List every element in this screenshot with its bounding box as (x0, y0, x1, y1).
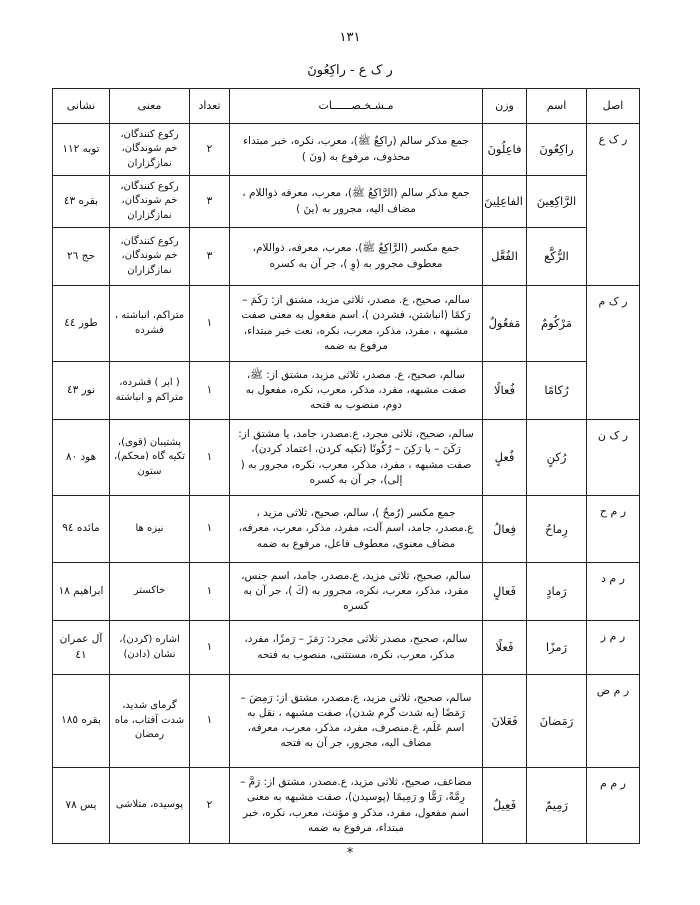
ism-cell: الرَّاكِعِينَ (527, 176, 587, 228)
table-row (53, 124, 640, 176)
desc-cell: جمع مکسر (الرَّاكِعُ ﷺ)، معرب، معرفه، ذواللام، معطوف مجرور به (وِ )، جر آن به کسره (230, 228, 483, 286)
meaning-cell: پشتیبان (قوی)، تکیه گاه (محکم)، ستون (110, 420, 190, 496)
table-row (53, 420, 640, 496)
wazn-cell: فَعِيلٌ (483, 768, 527, 844)
meaning-cell: رکوع کنندگان، خم شوندگان، نمازگزاران (110, 228, 190, 286)
meaning-cell: پوسیده، متلاشی (110, 768, 190, 844)
reference-cell: طور ٤٤ (53, 286, 110, 362)
ism-cell: الرُّكَّع (527, 228, 587, 286)
desc-cell: جمع مذکر سالم (راكِعٌ ﷺ)، معرب، نکره، خبر مبتداء محذوف، مرفوع به (ونَ ) (230, 124, 483, 176)
reference-cell: توبه ١١٢ (53, 124, 110, 176)
table-row (53, 621, 640, 675)
ism-cell: رُكامًا (527, 362, 587, 420)
wazn-cell: فاعِلُونَ (483, 124, 527, 176)
reference-cell: بقره ١٨٥ (53, 675, 110, 768)
ism-cell: راكِعُونَ (527, 124, 587, 176)
footer-mark: * (346, 846, 354, 861)
root-cell: ر م د (587, 563, 640, 621)
root-cell: ر م ح (587, 496, 640, 563)
wazn-cell: فَعَلانَ (483, 675, 527, 768)
table-row (53, 286, 640, 362)
table-row (53, 768, 640, 844)
desc-cell: سالم، صحیح، ثلاثی مزید، ع.مصدر، جامد، اسم جنس، مفرد، مذکر، معرب، نکره، مجرور به (كَ )، جر آن به کسره (230, 563, 483, 621)
header-moshakhasat: مـشـخـصــــــات (230, 89, 483, 124)
root-cell: ر م ض (587, 675, 640, 768)
root-cell: ر م ز (587, 621, 640, 675)
count-cell: ١ (190, 563, 230, 621)
header-neshani: نشانی (53, 89, 110, 124)
meaning-cell: خاکستر (110, 563, 190, 621)
root-cell: ر ک ن (587, 420, 640, 496)
meaning-cell: رکوع کنندگان، خم شوندگان، نمازگزاران (110, 176, 190, 228)
count-cell: ١ (190, 420, 230, 496)
page-number: ١٣١ (339, 30, 361, 45)
count-cell: ١ (190, 286, 230, 362)
header-row (53, 89, 640, 124)
count-cell: ١ (190, 496, 230, 563)
ism-cell: مَرْكُومٌ (527, 286, 587, 362)
wazn-cell: فَعالٍ (483, 563, 527, 621)
ism-cell: رَمادٍ (527, 563, 587, 621)
desc-cell: مضاعف، صحیح، ثلاثی مزید، ع.مصدر، مشتق از: رَمَّ – رِمَّةً، رَمًّا و رَمِیمًا (پوسیدن)، صفت مشبهه به معنی اسم مفعول، مفرد، مذکر و مؤنث، معرب، نکره، خبر مبتداء، مرفوع به ضمه (230, 768, 483, 844)
table-row (53, 362, 640, 420)
table-row (53, 675, 640, 768)
meaning-cell: اشاره (کردن)، نشان (دادن) (110, 621, 190, 675)
wazn-cell: فُعالًا (483, 362, 527, 420)
count-cell: ١ (190, 675, 230, 768)
wazn-cell: مَفعُولٌ (483, 286, 527, 362)
desc-cell: سالم، صحیح، ثلاثی مزید، ع.مصدر، مشتق از: رَمِضَ – رَمَضًا (به شدت گرم شدن)، صفت مشبهه ، نقل به اسم عَلَم، غ.منصرف، مفرد، مذکر، معرب، معرفه، مضاف الیه، مجرور، جر آن به فتحه (230, 675, 483, 768)
root-cell: ر ک ع (587, 124, 640, 286)
wazn-cell: الفاعِلِينَ (483, 176, 527, 228)
desc-cell: سالم، صحیح، مصدر ثلاثی مجرد: رَمَزَ – رَمزًا، مفرد، مذکر، معرب، نکره، مستثنی، منصوب به فتحه (230, 621, 483, 675)
table-row (53, 563, 640, 621)
ism-cell: رِماحُ (527, 496, 587, 563)
ism-cell: رُكنٍ (527, 420, 587, 496)
desc-cell: سالم، صحیح، ع. مصدر، ثلاثی مزید، مشتق از: ﷺ، صفت مشبهه، مفرد، مذکر، معرب، نکره، مفعول به دوم، منصوب به فتحه (230, 362, 483, 420)
wazn-cell: الفُعَّل (483, 228, 527, 286)
meaning-cell: نیزه ها (110, 496, 190, 563)
header-asl: اصل (587, 89, 640, 124)
wazn-cell: فُعلٍ (483, 420, 527, 496)
meaning-cell: گرمای شدید، شدت آفتاب، ماه رمضان (110, 675, 190, 768)
reference-cell: آل عمران ٤١ (53, 621, 110, 675)
meaning-cell: ( ابر ) فشرده، متراکم و انباشته (110, 362, 190, 420)
wazn-cell: فَعلًا (483, 621, 527, 675)
count-cell: ٣ (190, 228, 230, 286)
table-row (53, 228, 640, 286)
header-ism: اسم (527, 89, 587, 124)
reference-cell: مائده ٩٤ (53, 496, 110, 563)
ism-cell: رَمزًا (527, 621, 587, 675)
ism-cell: رَمَضانَ (527, 675, 587, 768)
reference-cell: نور ٤٣ (53, 362, 110, 420)
root-cell: ر ک م (587, 286, 640, 420)
desc-cell: جمع مکسر (رُمحٌ )، سالم، صحیح، ثلاثی مزید ، ع.مصدر، جامد، اسم آلت، مفرد، مذکر، معرب، معرفه، مضاف معنوی، معطوف فاعل، مرفوع به ضمه (230, 496, 483, 563)
desc-cell: سالم، صحیح، ثلاثی مجرد، ع.مصدر، جامد، یا مشتق از: رَكَنَ – یا رَكِنَ – رُكُونًا (تکیه کردن، اعتماد کردن)، صفت مشبهه ، مفرد، مذکر، معرب، نکره، مجرور به ( إلی)، جر آن به کسره (230, 420, 483, 496)
table-row (53, 496, 640, 563)
reference-cell: ابراهیم ١٨ (53, 563, 110, 621)
desc-cell: جمع مذکر سالم (الرَّاكِعُ ﷺ)، معرب، معرفه ذواللام ، مضاف الیه، مجرور به (ینَ ) (230, 176, 483, 228)
reference-cell: بقره ٤٣ (53, 176, 110, 228)
header-tedad: تعداد (190, 89, 230, 124)
page-title: ر ک ع - راکِعُونَ (307, 63, 393, 78)
reference-cell: یس ٧٨ (53, 768, 110, 844)
desc-cell: سالم، صحیح، ع. مصدر، ثلاثی مزید، مشتق از: رَكَمَ – رَكمًا (انباشتن، فشردن )، اسم مفعول به معنی صفت مشبهه ، مفرد، مذکر، معرب، نکره، نعت خبر مبتداء، مرفوع به ضمه (230, 286, 483, 362)
table-row (53, 176, 640, 228)
count-cell: ٢ (190, 124, 230, 176)
reference-cell: حج ٢٦ (53, 228, 110, 286)
reference-cell: هود ٨٠ (53, 420, 110, 496)
ism-cell: رَمِيمٌ (527, 768, 587, 844)
header-mana: معنی (110, 89, 190, 124)
meaning-cell: رکوع کنندگان، خم شوندگان، نمازگزاران (110, 124, 190, 176)
count-cell: ١ (190, 621, 230, 675)
count-cell: ١ (190, 362, 230, 420)
count-cell: ٢ (190, 768, 230, 844)
vocabulary-table (52, 88, 640, 844)
count-cell: ٣ (190, 176, 230, 228)
meaning-cell: متراکم، انباشته ، فشرده (110, 286, 190, 362)
root-cell: ر م م (587, 768, 640, 844)
wazn-cell: فِعالُ (483, 496, 527, 563)
header-wazn: وزن (483, 89, 527, 124)
